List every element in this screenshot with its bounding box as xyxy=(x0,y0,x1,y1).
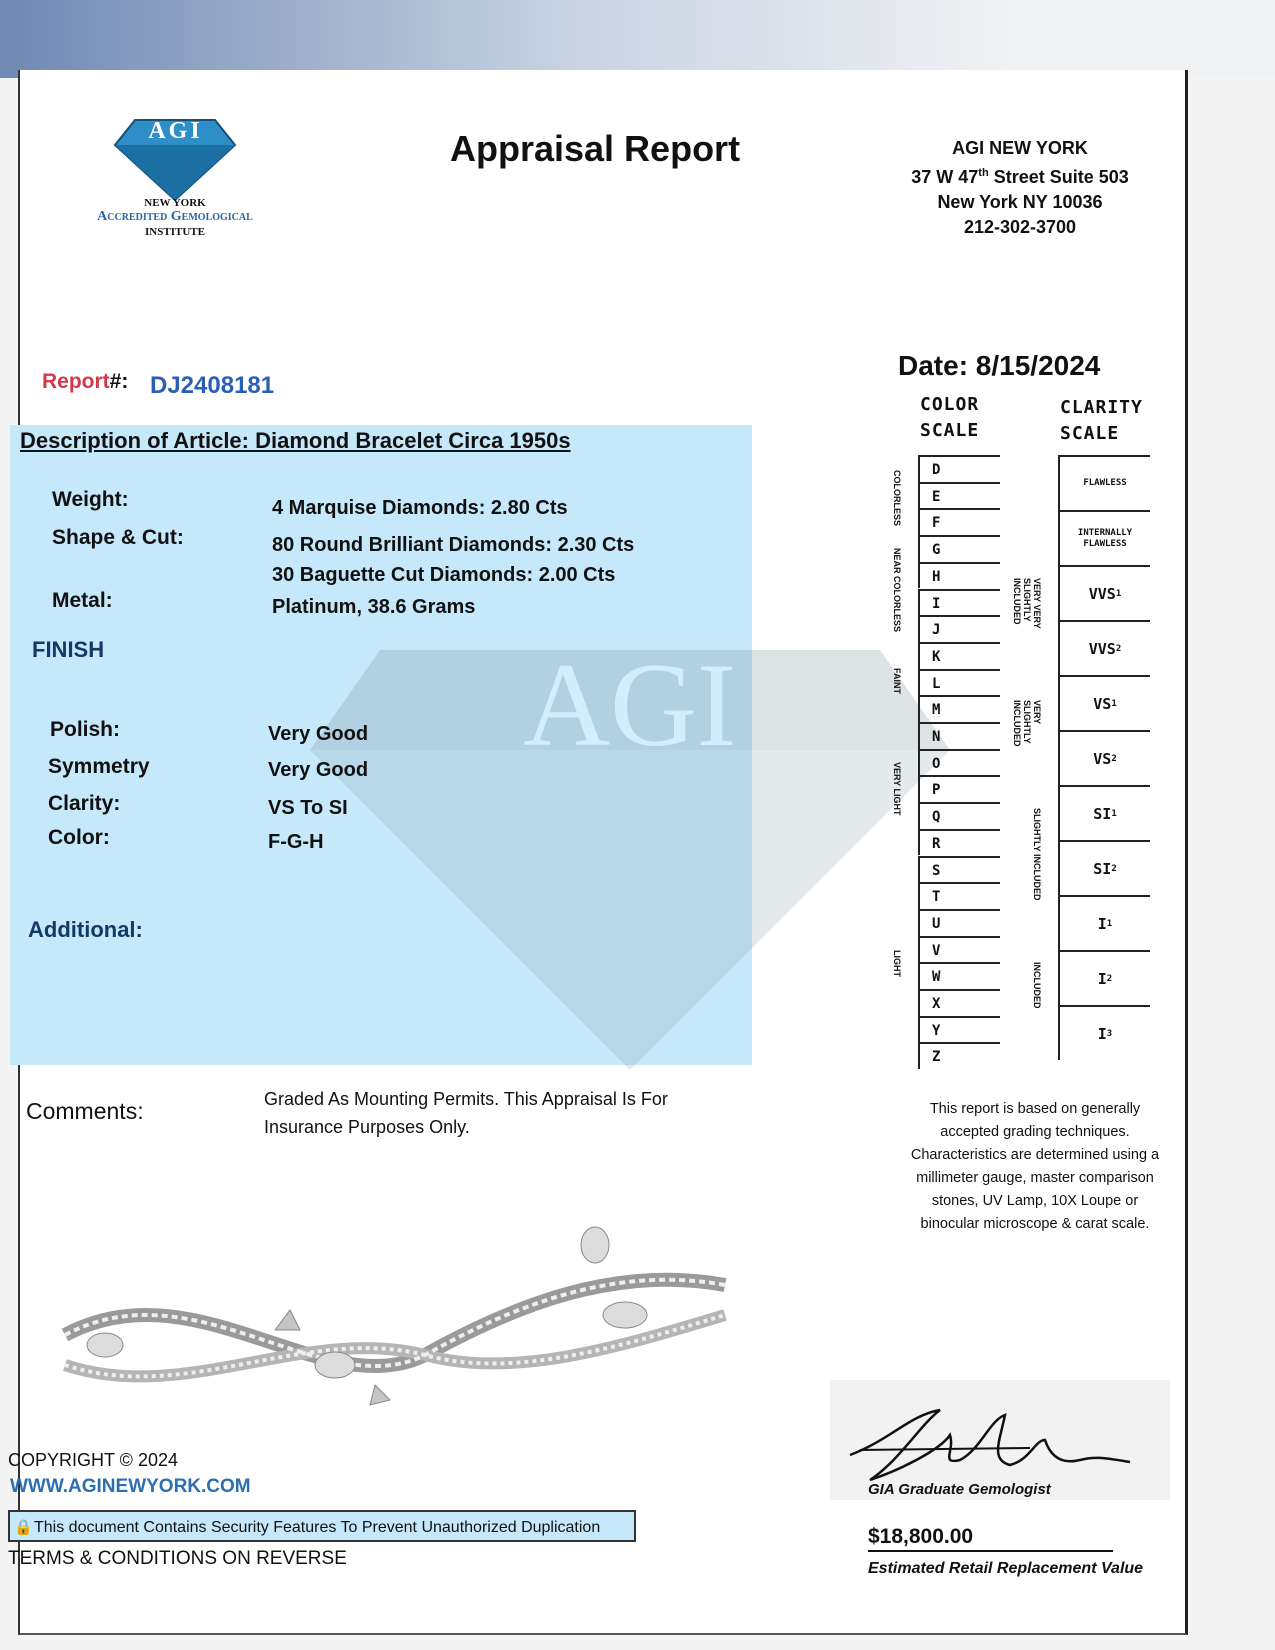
clarity-scale xyxy=(1058,455,1160,1075)
comments-label: Comments: xyxy=(26,1098,144,1124)
clarity-grade-internally-flawless: INTERNALLY FLAWLESS xyxy=(1058,510,1150,565)
finish-heading: FINISH xyxy=(32,637,105,662)
clarity-grade-i2: I 2 xyxy=(1058,950,1150,1005)
logo-line3: INSTITUTE xyxy=(145,226,205,238)
color-grade-o: O xyxy=(918,749,1000,776)
symmetry-label: Symmetry xyxy=(48,755,150,778)
replacement-value-label: Estimated Retail Replacement Value xyxy=(868,1560,1144,1577)
gemologist-title: GIA Graduate Gemologist xyxy=(868,1481,1051,1498)
color-grade-f: F xyxy=(918,508,1000,535)
company-name: AGI NEW YORK xyxy=(952,138,1088,158)
additional-heading: Additional: xyxy=(28,917,143,942)
security-notice xyxy=(8,1510,636,1542)
copyright: COPYRIGHT © 2024 xyxy=(8,1450,178,1470)
color-grade-r: R xyxy=(918,829,1000,856)
scan-top-band xyxy=(0,0,1275,78)
page-title: Appraisal Report xyxy=(450,128,741,169)
color-grade-t: T xyxy=(918,882,1000,909)
color-grade-y: Y xyxy=(918,1016,1000,1043)
color-grade-l: L xyxy=(918,669,1000,696)
color-grade-u: U xyxy=(918,909,1000,936)
group-colorless: COLORLESS xyxy=(892,470,902,527)
weight-label: Weight: xyxy=(52,488,129,511)
logo-line1: NEW YORK xyxy=(144,197,206,209)
polish-value: Very Good xyxy=(268,723,369,745)
metal-value: Platinum, 38.6 Grams xyxy=(272,596,476,618)
clarity-label: Clarity: xyxy=(48,792,121,815)
clarity-grade-si1: SI 1 xyxy=(1058,785,1150,840)
diamond-bracelet-image xyxy=(45,1205,745,1425)
clarity-value: VS To SI xyxy=(268,797,348,819)
clarity-grade-vs1: VS 1 xyxy=(1058,675,1150,730)
group-very-light: VERY LIGHT xyxy=(892,762,902,816)
company-address xyxy=(880,136,1160,240)
terms-notice: TERMS & CONDITIONS ON REVERSE xyxy=(8,1548,347,1569)
agi-watermark-icon xyxy=(310,640,950,1070)
report-number: DJ2408181 xyxy=(150,372,275,399)
color-grade-m: M xyxy=(918,695,1000,722)
shape-cut-value-1: 80 Round Brilliant Diamonds: 2.30 Cts xyxy=(272,534,635,556)
city-line: New York NY 10036 xyxy=(937,192,1103,212)
svg-text:AGI: AGI xyxy=(523,640,737,771)
symmetry-value: Very Good xyxy=(268,759,369,781)
phone-number: 212-302-3700 xyxy=(963,217,1077,237)
color-scale-title: COLOR SCALE xyxy=(920,394,980,441)
website-link[interactable]: WWW.AGINEWYORK.COM xyxy=(10,1476,251,1497)
street-address: 37 W 47th Street Suite 503 xyxy=(911,167,1129,187)
group-si: SLIGHTLY INCLUDED xyxy=(1032,808,1042,901)
clarity-grade-si2: SI 2 xyxy=(1058,840,1150,895)
color-grade-v: V xyxy=(918,936,1000,963)
shape-cut-label: Shape & Cut: xyxy=(52,526,184,549)
report-date: Date: 8/15/2024 xyxy=(898,350,1101,381)
color-grade-j: J xyxy=(918,615,1000,642)
group-vs: VERY SLIGHTLY INCLUDED xyxy=(1012,700,1042,747)
comments-text: Graded As Mounting Permits. This Appraisal Is For Insurance Purposes Only. xyxy=(264,1089,668,1137)
color-value: F-G-H xyxy=(268,831,324,853)
clarity-grade-vvs1: VVS 1 xyxy=(1058,565,1150,620)
color-grade-z: Z xyxy=(918,1042,1000,1069)
logo-line2: Accredited Gemological xyxy=(97,209,253,224)
color-grade-x: X xyxy=(918,989,1000,1016)
color-grade-e: E xyxy=(918,482,1000,509)
weight-value: 4 Marquise Diamonds: 2.80 Cts xyxy=(272,497,568,519)
lock-icon: 🔒 xyxy=(14,1519,33,1536)
clarity-grade-vvs2: VVS 2 xyxy=(1058,620,1150,675)
clarity-grade-flawless: FLAWLESS xyxy=(1058,455,1150,510)
color-scale xyxy=(918,455,1000,1070)
color-label: Color: xyxy=(48,826,110,849)
agi-logo xyxy=(60,115,290,245)
color-grade-p: P xyxy=(918,775,1000,802)
color-grade-k: K xyxy=(918,642,1000,669)
logo-initials: AGI xyxy=(148,118,203,144)
group-light: LIGHT xyxy=(892,950,902,977)
report-label: Report#: xyxy=(42,370,129,393)
clarity-grade-i3: I 3 xyxy=(1058,1005,1150,1060)
group-near-colorless: NEAR COLORLESS xyxy=(892,548,902,633)
color-grade-w: W xyxy=(918,962,1000,989)
color-grade-q: Q xyxy=(918,802,1000,829)
clarity-scale-title: CLARITY SCALE xyxy=(1060,397,1143,444)
color-grade-h: H xyxy=(918,562,1000,589)
shape-cut-value-2: 30 Baguette Cut Diamonds: 2.00 Cts xyxy=(272,564,616,586)
security-text: This document Contains Security Features To Prevent Unauthorized Duplication xyxy=(34,1519,601,1536)
replacement-value: $18,800.00 xyxy=(868,1525,1113,1552)
polish-label: Polish: xyxy=(50,718,121,741)
group-included: INCLUDED xyxy=(1032,962,1042,1009)
metal-label: Metal: xyxy=(52,589,113,612)
description-of-article: Description of Article: Diamond Bracelet Circa 1950s xyxy=(20,428,571,453)
color-grade-s: S xyxy=(918,856,1000,883)
group-vvs: VERY VERY SLIGHTLY INCLUDED xyxy=(1012,578,1042,629)
color-grade-d: D xyxy=(918,455,1000,482)
color-grade-n: N xyxy=(918,722,1000,749)
grading-note: This report is based on generally accepted grading techniques. Characteristics are determined using a millimeter gauge, master comparison stones, UV Lamp, 10X Loupe or binocular microscope & carat scale. xyxy=(910,1101,1160,1232)
clarity-grade-i1: I 1 xyxy=(1058,895,1150,950)
color-grade-g: G xyxy=(918,535,1000,562)
color-grade-i: I xyxy=(918,589,1000,616)
group-faint: FAINT xyxy=(892,668,902,694)
clarity-grade-vs2: VS 2 xyxy=(1058,730,1150,785)
